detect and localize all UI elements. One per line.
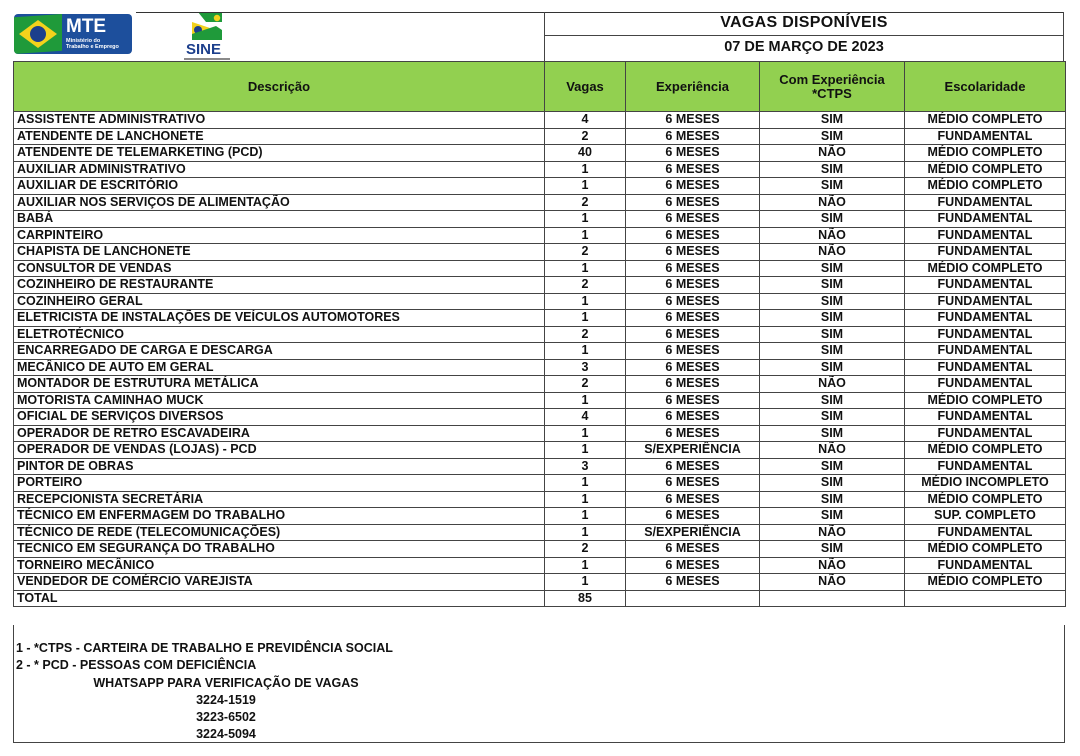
total-row <box>14 590 1066 607</box>
job-escolaridade: FUNDAMENTAL <box>905 326 1066 343</box>
job-vagas: 1 <box>545 524 626 541</box>
table-row <box>14 524 1066 541</box>
job-vagas: 1 <box>545 442 626 459</box>
job-description: VENDEDOR DE COMÉRCIO VAREJISTA <box>14 574 545 591</box>
job-escolaridade: MÉDIO COMPLETO <box>905 491 1066 508</box>
page-title: VAGAS DISPONÍVEIS <box>720 14 888 31</box>
job-description: ENCARREGADO DE CARGA E DESCARGA <box>14 343 545 360</box>
job-vagas: 1 <box>545 178 626 195</box>
table-body <box>14 112 1066 591</box>
whatsapp-label: WHATSAPP PARA VERIFICAÇÃO DE VAGAS <box>93 676 359 690</box>
job-escolaridade: MÉDIO COMPLETO <box>905 442 1066 459</box>
job-ctps: SIM <box>760 508 905 525</box>
table-row <box>14 442 1066 459</box>
job-vagas: 3 <box>545 458 626 475</box>
sine-logo <box>182 12 232 60</box>
job-experiencia: S/EXPERIÊNCIA <box>626 442 760 459</box>
job-ctps: NÃO <box>760 227 905 244</box>
job-description: CARPINTEIRO <box>14 227 545 244</box>
job-description: RECEPCIONISTA SECRETÁRIA <box>14 491 545 508</box>
job-ctps: SIM <box>760 112 905 129</box>
job-ctps: NÃO <box>760 557 905 574</box>
job-description: OPERADOR DE RETRO ESCAVADEIRA <box>14 425 545 442</box>
job-experiencia: 6 MESES <box>626 244 760 261</box>
job-escolaridade: FUNDAMENTAL <box>905 128 1066 145</box>
job-vagas: 2 <box>545 541 626 558</box>
job-ctps: SIM <box>760 343 905 360</box>
job-escolaridade: SUP. COMPLETO <box>905 508 1066 525</box>
job-ctps: SIM <box>760 458 905 475</box>
job-experiencia: 6 MESES <box>626 260 760 277</box>
job-description: TORNEIRO MECÂNICO <box>14 557 545 574</box>
job-vagas: 1 <box>545 425 626 442</box>
job-ctps: SIM <box>760 475 905 492</box>
job-ctps: SIM <box>760 541 905 558</box>
table-row <box>14 178 1066 195</box>
job-vagas: 1 <box>545 574 626 591</box>
job-ctps: SIM <box>760 211 905 228</box>
column-header-experiencia: Experiência <box>626 62 760 112</box>
job-ctps: SIM <box>760 128 905 145</box>
job-ctps: NÃO <box>760 244 905 261</box>
job-vagas: 1 <box>545 260 626 277</box>
job-vagas: 1 <box>545 343 626 360</box>
job-vagas: 1 <box>545 211 626 228</box>
job-ctps: SIM <box>760 293 905 310</box>
column-header-vagas: Vagas <box>545 62 626 112</box>
job-ctps: SIM <box>760 425 905 442</box>
phone-1: 3224-1519 <box>196 693 256 707</box>
page-date: 07 DE MARÇO DE 2023 <box>724 39 884 55</box>
job-escolaridade: MÉDIO COMPLETO <box>905 541 1066 558</box>
job-vagas: 1 <box>545 557 626 574</box>
job-escolaridade: FUNDAMENTAL <box>905 409 1066 426</box>
job-ctps: NÃO <box>760 574 905 591</box>
job-ctps: SIM <box>760 409 905 426</box>
table-row <box>14 128 1066 145</box>
job-experiencia: 6 MESES <box>626 178 760 195</box>
job-vagas: 2 <box>545 194 626 211</box>
job-ctps: NÃO <box>760 442 905 459</box>
job-experiencia: 6 MESES <box>626 326 760 343</box>
title-box <box>544 12 1064 61</box>
table-header-row <box>14 62 1066 112</box>
mte-logo <box>14 14 132 54</box>
table-row <box>14 574 1066 591</box>
total-empty-cell <box>626 590 760 607</box>
job-vagas: 1 <box>545 491 626 508</box>
vagas-table <box>13 61 1066 607</box>
job-escolaridade: MÉDIO COMPLETO <box>905 145 1066 162</box>
table-row <box>14 475 1066 492</box>
job-description: OPERADOR DE VENDAS (LOJAS) - PCD <box>14 442 545 459</box>
job-experiencia: 6 MESES <box>626 508 760 525</box>
column-header-escolaridade: Escolaridade <box>905 62 1066 112</box>
job-vagas: 1 <box>545 310 626 327</box>
column-header-ctps <box>760 62 905 112</box>
job-description: PINTOR DE OBRAS <box>14 458 545 475</box>
job-escolaridade: MÉDIO COMPLETO <box>905 574 1066 591</box>
job-escolaridade: FUNDAMENTAL <box>905 244 1066 261</box>
job-vagas: 2 <box>545 277 626 294</box>
note-pcd: 2 - * PCD - PESSOAS COM DEFICIÊNCIA <box>16 658 257 672</box>
job-description: COZINHEIRO DE RESTAURANTE <box>14 277 545 294</box>
job-experiencia: 6 MESES <box>626 376 760 393</box>
column-header-descricao: Descrição <box>14 62 545 112</box>
job-experiencia: 6 MESES <box>626 475 760 492</box>
job-experiencia: 6 MESES <box>626 161 760 178</box>
job-vagas: 1 <box>545 475 626 492</box>
job-description: MONTADOR DE ESTRUTURA METÁLICA <box>14 376 545 393</box>
job-description: CONSULTOR DE VENDAS <box>14 260 545 277</box>
job-escolaridade: FUNDAMENTAL <box>905 277 1066 294</box>
ctps-header-line2: *CTPS <box>812 85 852 101</box>
job-escolaridade: MÉDIO COMPLETO <box>905 161 1066 178</box>
table-row <box>14 392 1066 409</box>
job-ctps: SIM <box>760 260 905 277</box>
title-divider <box>545 35 1063 36</box>
job-description: TÉCNICO DE REDE (TELECOMUNICAÇÕES) <box>14 524 545 541</box>
sine-logo-tagline <box>184 58 230 60</box>
job-vagas: 2 <box>545 244 626 261</box>
job-vagas: 1 <box>545 508 626 525</box>
job-escolaridade: FUNDAMENTAL <box>905 293 1066 310</box>
job-escolaridade: FUNDAMENTAL <box>905 359 1066 376</box>
job-vagas: 1 <box>545 161 626 178</box>
mte-subtitle-line2: Trabalho e Emprego <box>66 44 119 50</box>
table-row <box>14 227 1066 244</box>
job-description: TÉCNICO EM ENFERMAGEM DO TRABALHO <box>14 508 545 525</box>
job-vagas: 4 <box>545 112 626 129</box>
job-experiencia: 6 MESES <box>626 574 760 591</box>
job-experiencia: 6 MESES <box>626 310 760 327</box>
table-row <box>14 293 1066 310</box>
job-ctps: SIM <box>760 161 905 178</box>
job-description: AUXILIAR NOS SERVIÇOS DE ALIMENTAÇÃO <box>14 194 545 211</box>
job-vagas: 1 <box>545 227 626 244</box>
job-description: ATENDENTE DE TELEMARKETING (PCD) <box>14 145 545 162</box>
phone-3: 3224-5094 <box>196 727 256 741</box>
total-vagas: 85 <box>545 590 626 607</box>
job-vagas: 1 <box>545 392 626 409</box>
job-escolaridade: MÉDIO COMPLETO <box>905 112 1066 129</box>
total-label: TOTAL <box>14 590 545 607</box>
total-empty-cell <box>905 590 1066 607</box>
job-escolaridade: FUNDAMENTAL <box>905 458 1066 475</box>
mte-logo-title: MTE <box>66 16 107 37</box>
job-experiencia: 6 MESES <box>626 145 760 162</box>
job-escolaridade: MÉDIO INCOMPLETO <box>905 475 1066 492</box>
job-description: AUXILIAR DE ESCRITÓRIO <box>14 178 545 195</box>
job-ctps: SIM <box>760 326 905 343</box>
table-row <box>14 310 1066 327</box>
job-experiencia: 6 MESES <box>626 359 760 376</box>
flag-globe-icon <box>30 26 46 42</box>
table-row <box>14 244 1066 261</box>
job-ctps: SIM <box>760 392 905 409</box>
table-row <box>14 425 1066 442</box>
job-description: TECNICO EM SEGURANÇA DO TRABALHO <box>14 541 545 558</box>
table-row <box>14 277 1066 294</box>
table-row <box>14 145 1066 162</box>
table-row <box>14 541 1066 558</box>
table-row <box>14 326 1066 343</box>
job-vagas: 4 <box>545 409 626 426</box>
job-experiencia: 6 MESES <box>626 211 760 228</box>
table-row <box>14 359 1066 376</box>
job-escolaridade: FUNDAMENTAL <box>905 343 1066 360</box>
job-escolaridade: FUNDAMENTAL <box>905 524 1066 541</box>
job-escolaridade: MÉDIO COMPLETO <box>905 178 1066 195</box>
table-row <box>14 112 1066 129</box>
job-experiencia: 6 MESES <box>626 277 760 294</box>
table-row <box>14 508 1066 525</box>
table-row <box>14 194 1066 211</box>
job-experiencia: 6 MESES <box>626 293 760 310</box>
job-description: OFICIAL DE SERVIÇOS DIVERSOS <box>14 409 545 426</box>
job-vagas: 2 <box>545 128 626 145</box>
job-ctps: NÃO <box>760 376 905 393</box>
job-experiencia: 6 MESES <box>626 392 760 409</box>
job-description: ASSISTENTE ADMINISTRATIVO <box>14 112 545 129</box>
job-vagas: 2 <box>545 326 626 343</box>
job-ctps: NÃO <box>760 524 905 541</box>
job-vagas: 40 <box>545 145 626 162</box>
job-experiencia: 6 MESES <box>626 194 760 211</box>
footer-notes <box>13 625 1065 743</box>
job-description: MOTORISTA CAMINHAO MUCK <box>14 392 545 409</box>
table-row <box>14 343 1066 360</box>
sine-s-icon <box>192 12 222 42</box>
job-description: AUXILIAR ADMINISTRATIVO <box>14 161 545 178</box>
job-description: CHAPISTA DE LANCHONETE <box>14 244 545 261</box>
sine-logo-title: SINE <box>186 41 222 58</box>
job-escolaridade: FUNDAMENTAL <box>905 376 1066 393</box>
job-ctps: SIM <box>760 178 905 195</box>
job-escolaridade: MÉDIO COMPLETO <box>905 392 1066 409</box>
job-experiencia: 6 MESES <box>626 128 760 145</box>
job-ctps: SIM <box>760 277 905 294</box>
total-empty-cell <box>760 590 905 607</box>
job-ctps: NÃO <box>760 145 905 162</box>
table-row <box>14 491 1066 508</box>
job-escolaridade: FUNDAMENTAL <box>905 425 1066 442</box>
ctps-header-line1: Com Experiência <box>779 71 885 87</box>
job-experiencia: 6 MESES <box>626 112 760 129</box>
job-ctps: SIM <box>760 491 905 508</box>
job-ctps: SIM <box>760 359 905 376</box>
job-experiencia: 6 MESES <box>626 541 760 558</box>
job-escolaridade: FUNDAMENTAL <box>905 310 1066 327</box>
job-description: MECÂNICO DE AUTO EM GERAL <box>14 359 545 376</box>
job-escolaridade: FUNDAMENTAL <box>905 194 1066 211</box>
table-row <box>14 161 1066 178</box>
mte-subtitle-line1: Ministério do <box>66 38 101 44</box>
table-row <box>14 211 1066 228</box>
job-vagas: 1 <box>545 293 626 310</box>
job-ctps: SIM <box>760 310 905 327</box>
job-description: ELETRICISTA DE INSTALAÇÕES DE VEÍCULOS AUTOMOTORES <box>14 310 545 327</box>
job-vagas: 2 <box>545 376 626 393</box>
job-description: BABÁ <box>14 211 545 228</box>
table-row <box>14 260 1066 277</box>
job-escolaridade: FUNDAMENTAL <box>905 227 1066 244</box>
job-description: COZINHEIRO GERAL <box>14 293 545 310</box>
table-row <box>14 376 1066 393</box>
mte-logo-subtitle <box>66 38 119 50</box>
job-vagas: 3 <box>545 359 626 376</box>
job-experiencia: 6 MESES <box>626 491 760 508</box>
table-row <box>14 557 1066 574</box>
job-escolaridade: FUNDAMENTAL <box>905 211 1066 228</box>
job-experiencia: 6 MESES <box>626 409 760 426</box>
job-description: ATENDENTE DE LANCHONETE <box>14 128 545 145</box>
job-escolaridade: FUNDAMENTAL <box>905 557 1066 574</box>
phone-2: 3223-6502 <box>196 710 256 724</box>
job-description: ELETROTÉCNICO <box>14 326 545 343</box>
job-experiencia: 6 MESES <box>626 458 760 475</box>
job-experiencia: S/EXPERIÊNCIA <box>626 524 760 541</box>
job-experiencia: 6 MESES <box>626 343 760 360</box>
table-row <box>14 458 1066 475</box>
job-description: PORTEIRO <box>14 475 545 492</box>
note-ctps: 1 - *CTPS - CARTEIRA DE TRABALHO E PREVIDÊNCIA SOCIAL <box>16 641 393 655</box>
table-row <box>14 409 1066 426</box>
job-ctps: NÃO <box>760 194 905 211</box>
job-escolaridade: MÉDIO COMPLETO <box>905 260 1066 277</box>
job-experiencia: 6 MESES <box>626 425 760 442</box>
job-experiencia: 6 MESES <box>626 227 760 244</box>
job-experiencia: 6 MESES <box>626 557 760 574</box>
